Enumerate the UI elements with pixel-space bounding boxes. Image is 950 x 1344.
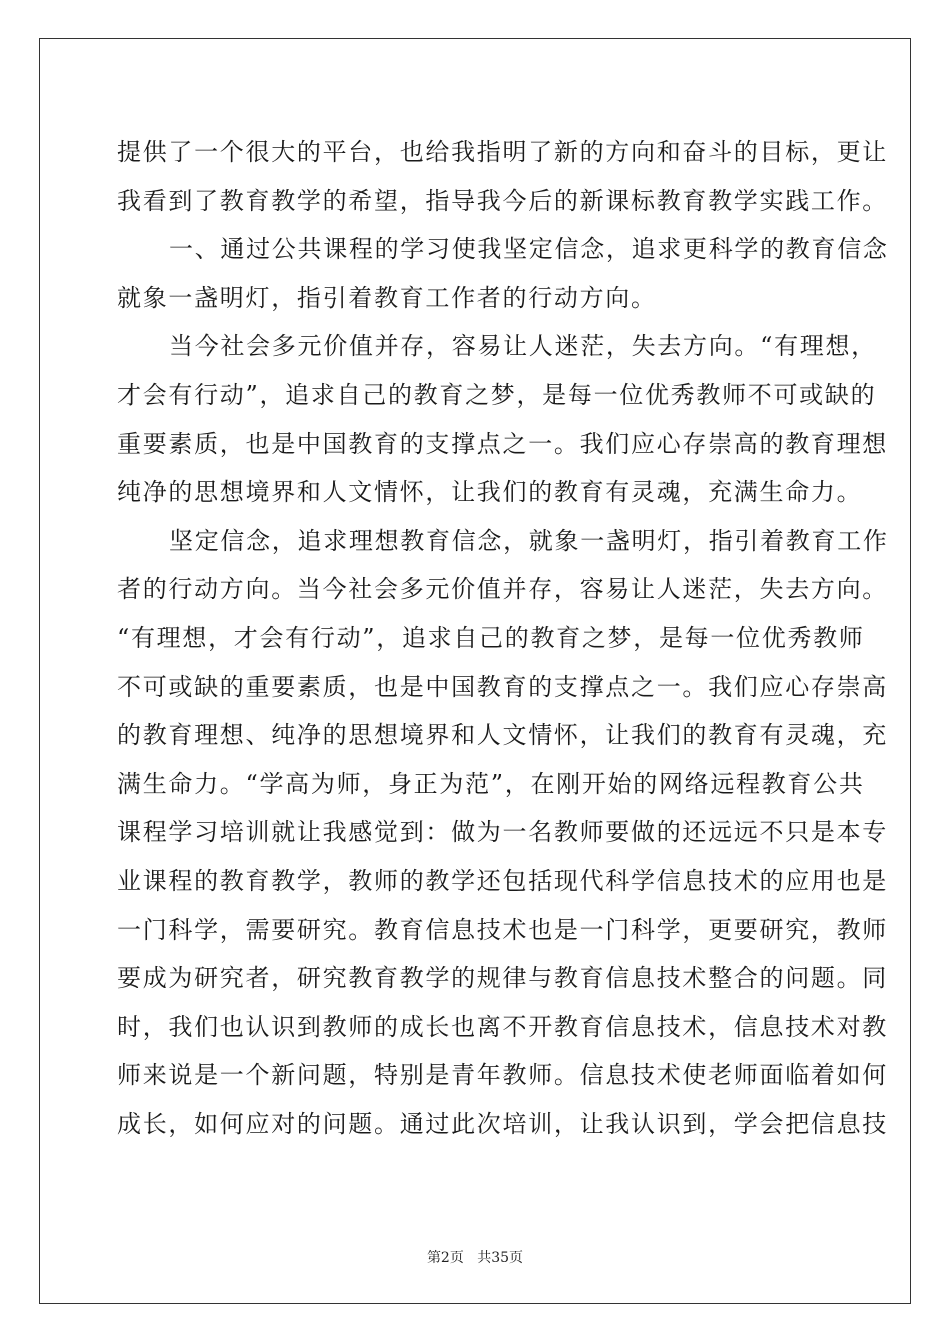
text-line: 不可或缺的重要素质，也是中国教育的支撑点之一。我们应心存崇高 — [117, 672, 888, 701]
page-total: 共35页 — [477, 1250, 524, 1266]
text-line: 我看到了教育教学的希望，指导我今后的新课标教育教学实践工作。 — [117, 186, 888, 215]
text-line: 的教育理想、纯净的思想境界和人文情怀，让我们的教育有灵魂，充 — [117, 721, 888, 750]
text-line: 一门科学，需要研究。教育信息技术也是一门科学，更要研究，教师 — [117, 915, 888, 944]
text-line: 师来说是一个新问题，特别是青年教师。信息技术使老师面临着如何 — [117, 1061, 888, 1090]
text-line: 就象一盏明灯，指引着教育工作者的行动方向。 — [117, 283, 657, 312]
page-number: 第2页 — [426, 1250, 464, 1266]
text-line: 成长，如何应对的问题。通过此次培训，让我认识到，学会把信息技 — [117, 1109, 888, 1138]
page-footer — [0, 1247, 950, 1267]
text-line: 业课程的教育教学，教师的教学还包括现代科学信息技术的应用也是 — [117, 866, 888, 895]
text-line: 时，我们也认识到教师的成长也离不开教育信息技术，信息技术对教 — [117, 1012, 888, 1041]
text-line: 才会有行动”，追求自己的教育之梦，是每一位优秀教师不可或缺的 — [117, 380, 877, 409]
text-line: 一、通过公共课程的学习使我坚定信念，追求更科学的教育信念 — [169, 235, 889, 264]
text-line: 坚定信念，追求理想教育信念，就象一盏明灯，指引着教育工作 — [169, 526, 889, 555]
text-line: 课程学习培训就让我感觉到：做为一名教师要做的还远远不只是本专 — [117, 818, 888, 847]
text-line: 当今社会多元价值并存，容易让人迷茫，失去方向。“有理想， — [169, 332, 877, 361]
document-body — [117, 128, 889, 1148]
text-line: 纯净的思想境界和人文情怀，让我们的教育有灵魂，充满生命力。 — [117, 478, 863, 507]
text-line: “有理想，才会有行动”，追求自己的教育之梦，是每一位优秀教师 — [117, 623, 865, 652]
text-line: 要成为研究者，研究教育教学的规律与教育信息技术整合的问题。同 — [117, 964, 888, 993]
text-line: 重要素质，也是中国教育的支撑点之一。我们应心存崇高的教育理想 — [117, 429, 888, 458]
text-line: 提供了一个很大的平台，也给我指明了新的方向和奋斗的目标，更让 — [117, 138, 888, 166]
text-line: 满生命力。“学高为师，身正为范”，在刚开始的网络远程教育公共 — [117, 769, 865, 798]
text-line: 者的行动方向。当今社会多元价值并存，容易让人迷茫，失去方向。 — [117, 575, 888, 604]
